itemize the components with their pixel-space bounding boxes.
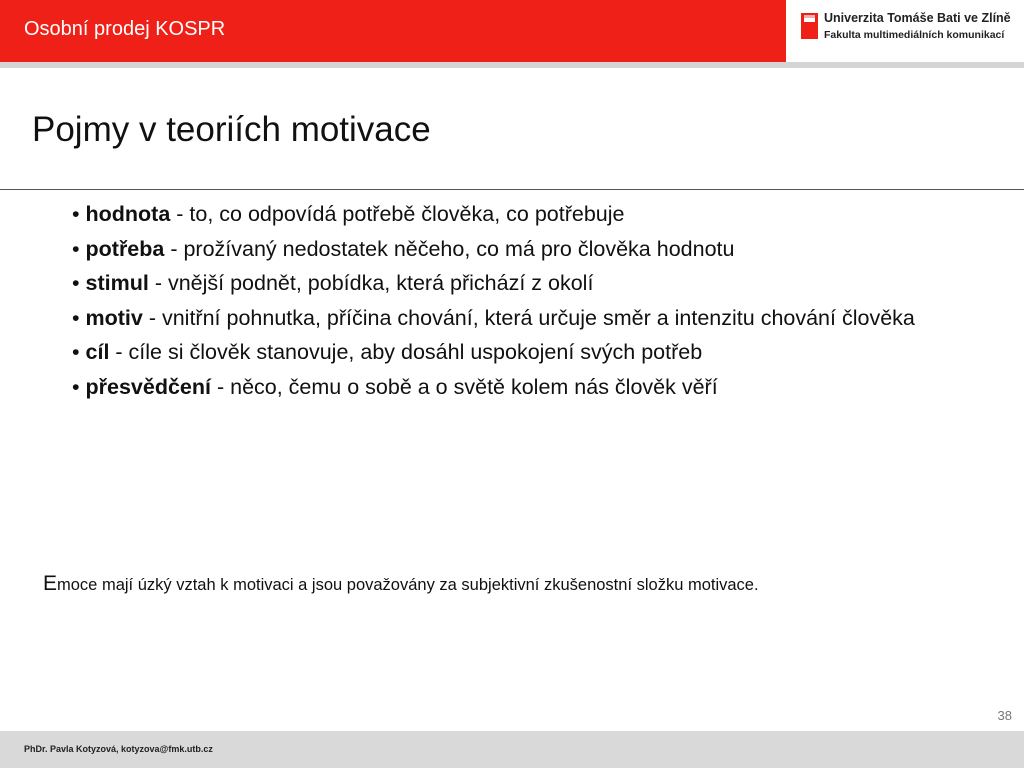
title-divider (0, 189, 1024, 190)
bullet-item-potreba (55, 232, 1015, 267)
bullet-dot: • (72, 305, 80, 330)
bullet-term: hodnota (85, 202, 171, 226)
course-title: Osobní prodej KOSPR (24, 18, 226, 40)
bullet-item-presvedceni (55, 370, 1015, 405)
bullet-dot: • (72, 374, 80, 399)
bullet-text: - vnitřní pohnutka, příčina chování, která určuje směr a intenzitu chování člověka (142, 305, 915, 330)
header-bar (0, 0, 786, 62)
bullet-term: motiv (85, 305, 143, 330)
bullet-dot: • (72, 236, 80, 261)
bullet-text: - vnější podnět, pobídka, která přichází z okolí (148, 271, 594, 295)
bullet-text: - prožívaný nedostatek něčeho, co má pro člověka hodnotu (164, 236, 735, 261)
bullet-term: přesvědčení (85, 374, 211, 399)
logo-university-name: Univerzita Tomáše Bati ve Zlíně (824, 11, 1011, 25)
slide-title: Pojmy v teoriích motivace (32, 110, 431, 149)
utb-logo-icon (800, 11, 820, 41)
bullet-dot: • (72, 340, 80, 364)
bullet-item-motiv (55, 301, 1015, 336)
bullet-text: - cíle si člověk stanovuje, aby dosáhl uspokojení svých potřeb (109, 340, 703, 364)
emotion-note (43, 572, 1013, 596)
footer-bar (0, 731, 1024, 768)
header-divider-strip (0, 62, 1024, 68)
note-first-letter: E (43, 572, 58, 595)
bullet-item-cil (55, 335, 1015, 370)
bullet-item-hodnota (55, 197, 1015, 232)
footer-author: PhDr. Pavla Kotyzová, kotyzova@fmk.utb.cz (24, 744, 213, 754)
bullet-text: - něco, čemu o sobě a o světě kolem nás člověk věří (211, 374, 718, 399)
note-text: moce mají úzký vztah k motivaci a jsou považovány za subjektivní zkušenostní složku motivace. (57, 576, 759, 594)
bullet-list (55, 197, 1015, 404)
bullet-term: stimul (85, 271, 149, 295)
bullet-text: - to, co odpovídá potřebě člověka, co potřebuje (170, 202, 625, 226)
logo-faculty-name: Fakulta multimediálních komunikací (824, 29, 1005, 41)
bullet-dot: • (72, 202, 80, 226)
bullet-term: cíl (85, 340, 110, 364)
university-logo (800, 11, 1020, 45)
slide-number: 38 (997, 708, 1012, 723)
bullet-item-stimul (55, 266, 1015, 301)
bullet-dot: • (72, 271, 80, 295)
bullet-term: potřeba (85, 236, 165, 261)
